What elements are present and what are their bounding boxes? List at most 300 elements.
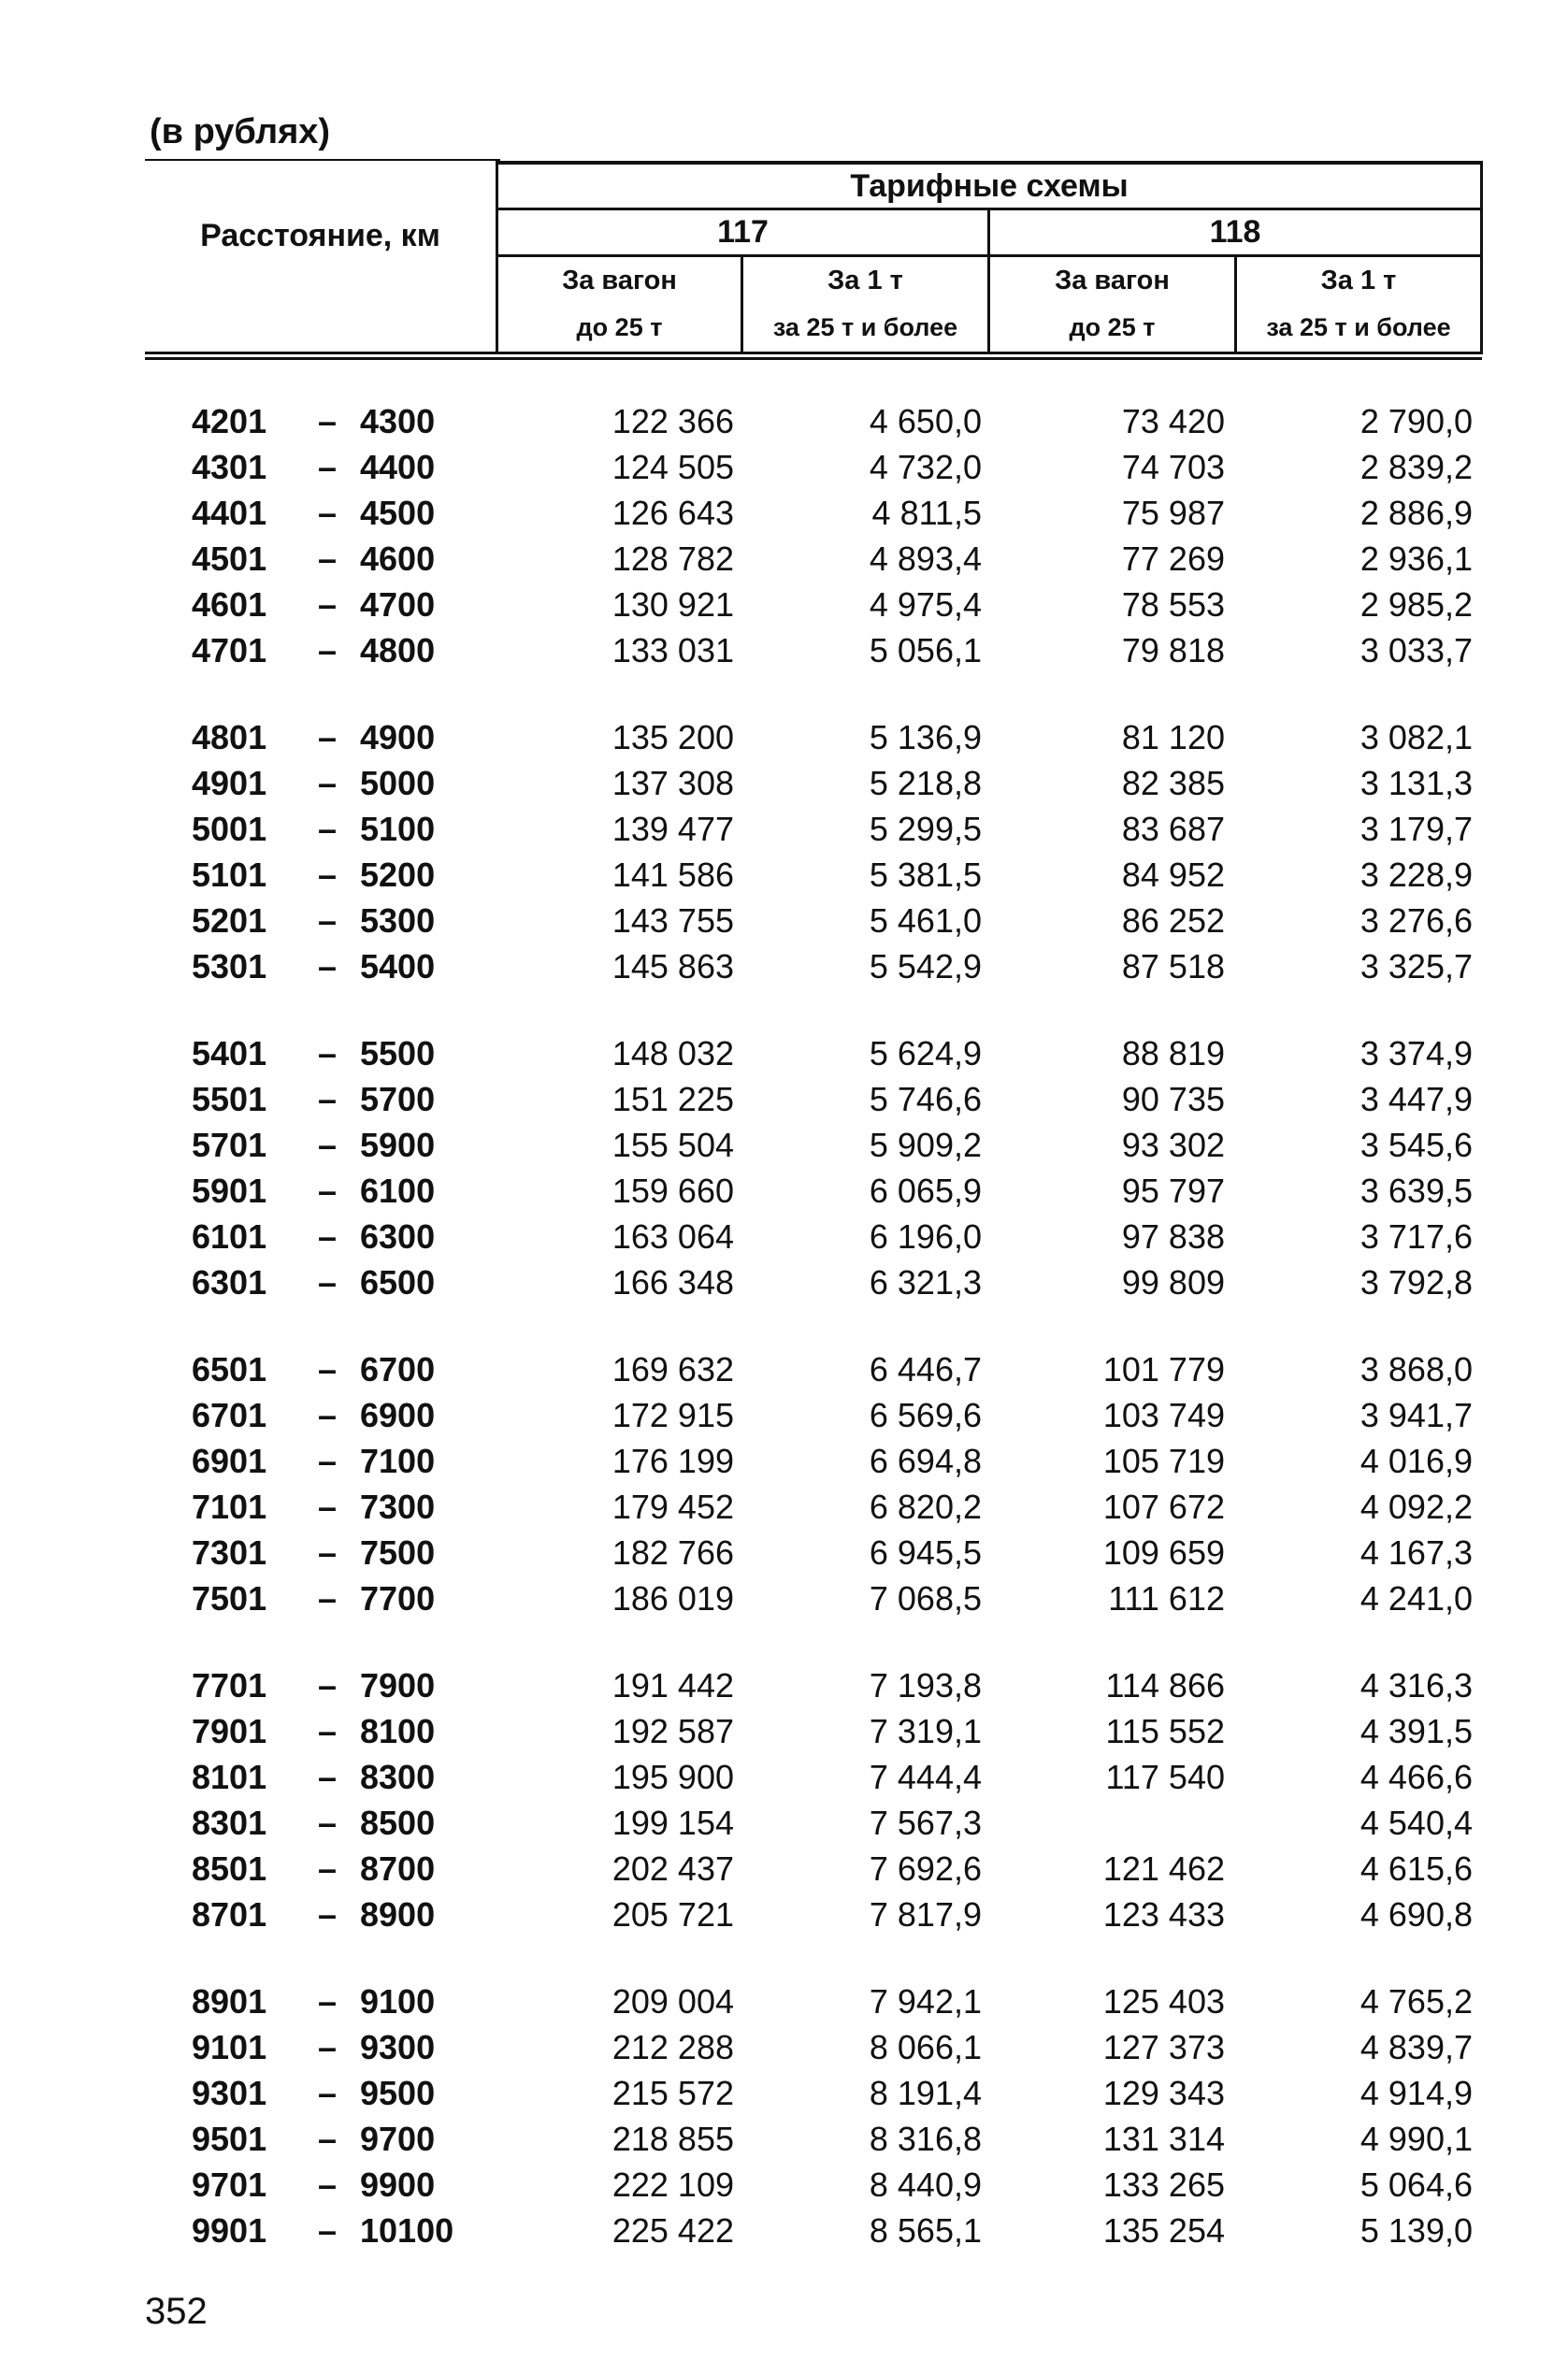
distance-from: 4301: [192, 448, 267, 486]
scheme-117-per-ton: 5 542,9: [869, 947, 982, 986]
scheme-117-per-wagon: 195 900: [611, 1758, 734, 1796]
distance-from: 9501: [192, 2120, 267, 2158]
range-dash: –: [317, 1982, 338, 2021]
scheme-118-per-wagon: 78 553: [1121, 585, 1225, 624]
scheme-118-per-ton: 3 276,6: [1359, 901, 1473, 940]
scheme-117-per-ton: 5 909,2: [869, 1126, 982, 1164]
range-dash: –: [317, 1350, 338, 1388]
scheme-118-per-wagon: 123 433: [1102, 1895, 1225, 1934]
table-row: [0, 901, 1568, 947]
scheme-118-per-wagon: 81 120: [1121, 718, 1225, 756]
scheme-118-per-ton: 4 914,9: [1359, 2074, 1473, 2112]
table-row: [0, 494, 1568, 540]
distance-from: 5701: [192, 1126, 267, 1164]
range-dash: –: [317, 1712, 338, 1750]
scheme-117-per-wagon: 143 755: [611, 901, 734, 940]
range-dash: –: [317, 1442, 338, 1480]
distance-to: 6100: [360, 1172, 436, 1210]
scheme-118-per-wagon: 90 735: [1121, 1080, 1225, 1118]
table-row: [0, 2074, 1568, 2120]
scheme-117-per-wagon: 191 442: [611, 1666, 734, 1705]
distance-from: 4901: [192, 764, 267, 802]
distance-from: 7701: [192, 1666, 267, 1705]
distance-to: 6500: [360, 1263, 436, 1302]
distance-to: 8700: [360, 1849, 436, 1888]
range-dash: –: [317, 2028, 338, 2066]
scheme-117-per-ton: 8 440,9: [869, 2165, 982, 2204]
distance-to: 9300: [360, 2028, 436, 2066]
range-dash: –: [317, 1895, 338, 1934]
distance-from: 5201: [192, 901, 267, 940]
scheme-117-per-ton: 7 193,8: [869, 1666, 982, 1705]
scheme-117-per-ton: 7 942,1: [869, 1982, 982, 2021]
scheme-117-per-wagon: 130 921: [611, 585, 734, 624]
distance-to: 5700: [360, 1080, 436, 1118]
scheme-118-per-ton: 3 868,0: [1359, 1350, 1473, 1388]
table-row: [0, 1712, 1568, 1758]
distance-to: 5400: [360, 947, 436, 986]
range-dash: –: [317, 2074, 338, 2112]
col-118-wagon-bottom: до 25 т: [1069, 312, 1156, 341]
scheme-118-per-ton: 4 466,6: [1359, 1758, 1473, 1796]
scheme-117-per-ton: 7 567,3: [869, 1804, 982, 1842]
table-row: [0, 1350, 1568, 1396]
range-dash: –: [317, 1172, 338, 1210]
distance-to: 4700: [360, 585, 436, 624]
scheme-118-per-wagon: 86 252: [1121, 901, 1225, 940]
distance-from: 4801: [192, 718, 267, 756]
range-dash: –: [317, 1263, 338, 1302]
distance-from: 5101: [192, 856, 267, 894]
scheme-118-per-ton: 2 985,2: [1359, 585, 1473, 624]
distance-to: 4800: [360, 631, 436, 669]
table-row: [0, 1080, 1568, 1126]
distance-from: 4501: [192, 540, 267, 578]
distance-from: 8901: [192, 1982, 267, 2021]
range-dash: –: [317, 718, 338, 756]
units-label: (в рублях): [150, 112, 331, 151]
scheme-117-per-ton: 5 624,9: [869, 1034, 982, 1072]
range-dash: –: [317, 1849, 338, 1888]
distance-from: 9901: [192, 2211, 267, 2250]
table-row: [0, 1849, 1568, 1895]
scheme-118-per-wagon: 103 749: [1102, 1396, 1225, 1434]
scheme-117-per-wagon: 179 452: [611, 1488, 734, 1526]
scheme-118-per-ton: 3 374,9: [1359, 1034, 1473, 1072]
distance-from: 8501: [192, 1849, 267, 1888]
scheme-118-per-wagon: 125 403: [1102, 1982, 1225, 2021]
table-row: [0, 1396, 1568, 1442]
scheme-118-per-ton: 3 717,6: [1359, 1217, 1473, 1256]
scheme-118-per-wagon: 99 809: [1121, 1263, 1225, 1302]
range-dash: –: [317, 540, 338, 578]
distance-to: 9100: [360, 1982, 436, 2021]
range-dash: –: [317, 1126, 338, 1164]
scheme-118-per-wagon: 114 866: [1105, 1666, 1225, 1705]
scheme-117-per-ton: 6 694,8: [869, 1442, 982, 1480]
scheme-118-per-ton: 2 936,1: [1359, 540, 1473, 578]
scheme-117-per-ton: 5 136,9: [869, 718, 982, 756]
scheme-118-per-wagon: 111 612: [1108, 1579, 1225, 1618]
scheme-118-per-wagon: 133 265: [1102, 2165, 1225, 2204]
range-dash: –: [317, 1804, 338, 1842]
table-row: [0, 1217, 1568, 1263]
scheme-117-per-wagon: 199 154: [611, 1804, 734, 1842]
scheme-118-per-ton: 4 241,0: [1359, 1579, 1473, 1618]
scheme-118-per-wagon: 109 659: [1102, 1533, 1225, 1572]
range-dash: –: [317, 1579, 338, 1618]
range-dash: –: [317, 2165, 338, 2204]
table-row: [0, 540, 1568, 585]
scheme-117-per-wagon: 205 721: [611, 1895, 734, 1934]
col-117-ton-bottom: за 25 т и более: [772, 312, 958, 341]
scheme-117-per-wagon: 215 572: [611, 2074, 734, 2112]
table-row: [0, 1804, 1568, 1849]
scheme-118-per-wagon: 77 269: [1121, 540, 1225, 578]
col-118-wagon-top: За вагон: [1055, 265, 1170, 295]
scheme-117-per-wagon: 212 288: [611, 2028, 734, 2066]
scheme-117-per-wagon: 222 109: [611, 2165, 734, 2204]
range-dash: –: [317, 2120, 338, 2158]
scheme-117-per-wagon: 202 437: [611, 1849, 734, 1888]
scheme-118-per-ton: 3 033,7: [1359, 631, 1473, 669]
scheme-117-per-wagon: 128 782: [611, 540, 734, 578]
scheme-118-per-ton: 3 325,7: [1359, 947, 1473, 986]
table-row: [0, 1488, 1568, 1533]
distance-from: 8101: [192, 1758, 267, 1796]
scheme-118-per-ton: 3 639,5: [1359, 1172, 1473, 1210]
scheme-117-per-ton: 4 975,4: [869, 585, 982, 624]
scheme-117-per-wagon: 176 199: [611, 1442, 734, 1480]
scheme-118-per-wagon: 87 518: [1121, 947, 1225, 986]
distance-from: 6901: [192, 1442, 267, 1480]
distance-to: 10100: [360, 2211, 454, 2250]
tariff-schemes-header: Тарифные схемы: [850, 167, 1129, 204]
scheme-118-per-ton: 4 167,3: [1359, 1533, 1473, 1572]
scheme-117-per-wagon: 124 505: [611, 448, 734, 486]
scheme-117-per-wagon: 122 366: [611, 402, 734, 440]
distance-from: 5901: [192, 1172, 267, 1210]
distance-from: 6101: [192, 1217, 267, 1256]
table-row: [0, 2211, 1568, 2257]
distance-to: 9500: [360, 2074, 436, 2112]
scheme-118-per-wagon: 97 838: [1121, 1217, 1225, 1256]
distance-from: 5501: [192, 1080, 267, 1118]
scheme-117-per-ton: 5 381,5: [869, 856, 982, 894]
distance-to: 7700: [360, 1579, 436, 1618]
scheme-118-per-ton: 3 447,9: [1359, 1080, 1473, 1118]
table-row: [0, 1034, 1568, 1080]
distance-from: 7901: [192, 1712, 267, 1750]
distance-to: 5900: [360, 1126, 436, 1164]
scheme-117-per-ton: 6 321,3: [869, 1263, 982, 1302]
scheme-118-per-wagon: 75 987: [1121, 494, 1225, 532]
distance-to: 6900: [360, 1396, 436, 1434]
distance-to: 7100: [360, 1442, 436, 1480]
distance-to: 5200: [360, 856, 436, 894]
distance-from: 7501: [192, 1579, 267, 1618]
scheme-117-per-wagon: 155 504: [611, 1126, 734, 1164]
distance-from: 5001: [192, 810, 267, 848]
table-row: [0, 764, 1568, 810]
scheme-117-per-wagon: 192 587: [611, 1712, 734, 1750]
table-row: [0, 1126, 1568, 1172]
distance-to: 8900: [360, 1895, 436, 1934]
range-dash: –: [317, 1533, 338, 1572]
table-row: [0, 2028, 1568, 2074]
col-117-ton-top: За 1 т: [827, 265, 903, 295]
distance-to: 6700: [360, 1350, 436, 1388]
scheme-118-per-wagon: 131 314: [1102, 2120, 1225, 2158]
range-dash: –: [317, 1034, 338, 1072]
table-header: [145, 161, 1482, 361]
scheme-118-per-ton: 3 131,3: [1359, 764, 1473, 802]
distance-from: 4601: [192, 585, 267, 624]
table-row: [0, 2120, 1568, 2165]
distance-from: 7101: [192, 1488, 267, 1526]
scheme-117-per-ton: 7 319,1: [869, 1712, 982, 1750]
distance-from: 9701: [192, 2165, 267, 2204]
scheme-117-per-wagon: 148 032: [611, 1034, 734, 1072]
distance-from: 5301: [192, 947, 267, 986]
scheme-117-per-wagon: 133 031: [611, 631, 734, 669]
scheme-117-per-wagon: 218 855: [611, 2120, 734, 2158]
page-number: 352: [145, 2291, 208, 2332]
scheme-118-per-wagon: 73 420: [1121, 402, 1225, 440]
distance-from: 9101: [192, 2028, 267, 2066]
scheme-118-per-wagon: 88 819: [1121, 1034, 1225, 1072]
scheme-118-per-wagon: 83 687: [1121, 810, 1225, 848]
scheme-117-per-wagon: 126 643: [611, 494, 734, 532]
scheme-118-per-wagon: 121 462: [1102, 1849, 1225, 1888]
scheme-118-per-ton: 5 139,0: [1359, 2211, 1473, 2250]
scheme-118-per-ton: 4 092,2: [1359, 1488, 1473, 1526]
scheme-117-per-wagon: 163 064: [611, 1217, 734, 1256]
distance-to: 4500: [360, 494, 436, 532]
scheme-118-per-ton: 4 690,8: [1359, 1895, 1473, 1934]
range-dash: –: [317, 448, 338, 486]
scheme-117-per-ton: 8 316,8: [869, 2120, 982, 2158]
scheme-118-per-ton: 3 545,6: [1359, 1126, 1473, 1164]
table-row: [0, 1579, 1568, 1625]
scheme-117-per-wagon: 172 915: [611, 1396, 734, 1434]
scheme-118-per-wagon: 74 703: [1121, 448, 1225, 486]
range-dash: –: [317, 1396, 338, 1434]
distance-to: 7900: [360, 1666, 436, 1705]
range-dash: –: [317, 1666, 338, 1705]
range-dash: –: [317, 631, 338, 669]
scheme-117-per-wagon: 151 225: [611, 1080, 734, 1118]
table-row: [0, 810, 1568, 856]
distance-to: 9900: [360, 2165, 436, 2204]
distance-to: 4600: [360, 540, 436, 578]
distance-to: 7300: [360, 1488, 436, 1526]
scheme-118-per-ton: 3 792,8: [1359, 1263, 1473, 1302]
scheme-118-per-wagon: 129 343: [1102, 2074, 1225, 2112]
scheme-117-per-wagon: 135 200: [611, 718, 734, 756]
distance-to: 8500: [360, 1804, 436, 1842]
distance-from: 4201: [192, 402, 267, 440]
range-dash: –: [317, 1488, 338, 1526]
table-row: [0, 718, 1568, 764]
scheme-117-per-ton: 4 650,0: [869, 402, 982, 440]
scheme-117-per-wagon: 182 766: [611, 1533, 734, 1572]
scheme-118-per-ton: 4 765,2: [1359, 1982, 1473, 2021]
scheme-118-per-ton: 4 839,7: [1359, 2028, 1473, 2066]
range-dash: –: [317, 856, 338, 894]
table-row: [0, 585, 1568, 631]
scheme-117-per-ton: 8 191,4: [869, 2074, 982, 2112]
scheme-117-per-wagon: 141 586: [611, 856, 734, 894]
scheme-118-per-ton: 4 540,4: [1359, 1804, 1473, 1842]
scheme-118-per-wagon: 107 672: [1102, 1488, 1225, 1526]
scheme-118-per-ton: 2 886,9: [1359, 494, 1473, 532]
scheme-117-per-ton: 4 893,4: [869, 540, 982, 578]
scheme-118-per-ton: 4 391,5: [1359, 1712, 1473, 1750]
scheme-117-per-ton: 5 218,8: [869, 764, 982, 802]
col-117-wagon-bottom: до 25 т: [576, 312, 663, 341]
scheme-117-per-wagon: 209 004: [611, 1982, 734, 2021]
range-dash: –: [317, 764, 338, 802]
scheme-118-per-wagon: 127 373: [1102, 2028, 1225, 2066]
distance-to: 7500: [360, 1533, 436, 1572]
distance-to: 4900: [360, 718, 436, 756]
table-row: [0, 402, 1568, 448]
col-118-ton-top: За 1 т: [1320, 265, 1397, 295]
scheme-118-per-ton: 4 615,6: [1359, 1849, 1473, 1888]
scheme-118-per-wagon: 82 385: [1121, 764, 1225, 802]
scheme-117-per-ton: 6 446,7: [869, 1350, 982, 1388]
table-row: [0, 448, 1568, 494]
distance-from: 9301: [192, 2074, 267, 2112]
range-dash: –: [317, 585, 338, 624]
distance-to: 5300: [360, 901, 436, 940]
distance-to: 4300: [360, 402, 436, 440]
table-row: [0, 1982, 1568, 2028]
table-row: [0, 1758, 1568, 1804]
distance-to: 9700: [360, 2120, 436, 2158]
distance-to: 5500: [360, 1034, 436, 1072]
distance-to: 8300: [360, 1758, 436, 1796]
scheme-118-per-ton: 2 790,0: [1359, 402, 1473, 440]
scheme-118-per-wagon: 115 552: [1105, 1712, 1225, 1750]
table-row: [0, 856, 1568, 901]
scheme-117-per-ton: 7 444,4: [869, 1758, 982, 1796]
table-row: [0, 1666, 1568, 1712]
distance-to: 5100: [360, 810, 436, 848]
scheme-117-per-ton: 5 299,5: [869, 810, 982, 848]
scheme-117-per-wagon: 166 348: [611, 1263, 734, 1302]
col-118-ton-bottom: за 25 т и более: [1266, 312, 1451, 341]
scheme-117-per-wagon: 159 660: [611, 1172, 734, 1210]
scheme-118-per-ton: 3 179,7: [1359, 810, 1473, 848]
range-dash: –: [317, 1217, 338, 1256]
scheme-118-per-ton: 5 064,6: [1359, 2165, 1473, 2204]
scheme-117-per-ton: 6 820,2: [869, 1488, 982, 1526]
distance-from: 4701: [192, 631, 267, 669]
scheme-118-per-wagon: 117 540: [1105, 1758, 1225, 1796]
scheme-117-per-ton: 7 817,9: [869, 1895, 982, 1934]
table-row: [0, 1263, 1568, 1309]
distance-to: 4400: [360, 448, 436, 486]
range-dash: –: [317, 947, 338, 986]
scheme-118-per-wagon: 105 719: [1102, 1442, 1225, 1480]
scheme-118-per-wagon: 79 818: [1121, 631, 1225, 669]
table-row: [0, 947, 1568, 993]
distance-from: 6701: [192, 1396, 267, 1434]
scheme-117-per-ton: 6 196,0: [869, 1217, 982, 1256]
distance-from: 8301: [192, 1804, 267, 1842]
scheme-118-per-ton: 4 316,3: [1359, 1666, 1473, 1705]
scheme-118-per-ton: 3 941,7: [1359, 1396, 1473, 1434]
table-row: [0, 1442, 1568, 1488]
scheme-118-per-ton: 4 016,9: [1359, 1442, 1473, 1480]
scheme-117-per-wagon: 186 019: [611, 1579, 734, 1618]
scheme-117-per-ton: 4 732,0: [869, 448, 982, 486]
distance-from: 5401: [192, 1034, 267, 1072]
distance-from: 6501: [192, 1350, 267, 1388]
scheme-117-per-ton: 5 746,6: [869, 1080, 982, 1118]
range-dash: –: [317, 2211, 338, 2250]
distance-from: 7301: [192, 1533, 267, 1572]
scheme-118-per-ton: 2 839,2: [1359, 448, 1473, 486]
scheme-118-per-wagon: 93 302: [1121, 1126, 1225, 1164]
scheme-118-per-wagon: 135 254: [1102, 2211, 1225, 2250]
scheme-118-per-wagon: 95 797: [1121, 1172, 1225, 1210]
range-dash: –: [317, 1758, 338, 1796]
table-row: [0, 1172, 1568, 1217]
scheme-117-header: 117: [717, 214, 769, 250]
scheme-118-per-ton: 3 228,9: [1359, 856, 1473, 894]
range-dash: –: [317, 810, 338, 848]
range-dash: –: [317, 901, 338, 940]
scheme-117-per-ton: 4 811,5: [871, 494, 982, 532]
scheme-117-per-wagon: 169 632: [611, 1350, 734, 1388]
scheme-117-per-ton: 5 056,1: [869, 631, 982, 669]
col-117-wagon-top: За вагон: [562, 265, 677, 295]
range-dash: –: [317, 402, 338, 440]
scheme-118-per-wagon: 84 952: [1121, 856, 1225, 894]
distance-column-header: Расстояние, км: [200, 217, 440, 253]
distance-to: 8100: [360, 1712, 436, 1750]
scheme-117-per-wagon: 145 863: [611, 947, 734, 986]
range-dash: –: [317, 494, 338, 532]
range-dash: –: [317, 1080, 338, 1118]
distance-from: 4401: [192, 494, 267, 532]
scheme-118-per-ton: 4 990,1: [1359, 2120, 1473, 2158]
scheme-117-per-ton: 6 065,9: [869, 1172, 982, 1210]
scheme-118-header: 118: [1209, 214, 1261, 250]
scheme-118-per-ton: 3 082,1: [1359, 718, 1473, 756]
table-row: [0, 631, 1568, 677]
distance-to: 5000: [360, 764, 436, 802]
distance-from: 8701: [192, 1895, 267, 1934]
scheme-117-per-ton: 5 461,0: [869, 901, 982, 940]
scheme-117-per-wagon: 137 308: [611, 764, 734, 802]
table-row: [0, 1533, 1568, 1579]
distance-to: 6300: [360, 1217, 436, 1256]
scheme-117-per-ton: 6 945,5: [869, 1533, 982, 1572]
scheme-117-per-ton: 8 066,1: [869, 2028, 982, 2066]
scheme-117-per-wagon: 139 477: [611, 810, 734, 848]
scheme-117-per-wagon: 225 422: [611, 2211, 734, 2250]
table-row: [0, 2165, 1568, 2211]
table-row: [0, 1895, 1568, 1941]
scheme-117-per-ton: 6 569,6: [869, 1396, 982, 1434]
scheme-117-per-ton: 7 692,6: [869, 1849, 982, 1888]
scheme-117-per-ton: 8 565,1: [869, 2211, 982, 2250]
distance-from: 6301: [192, 1263, 267, 1302]
